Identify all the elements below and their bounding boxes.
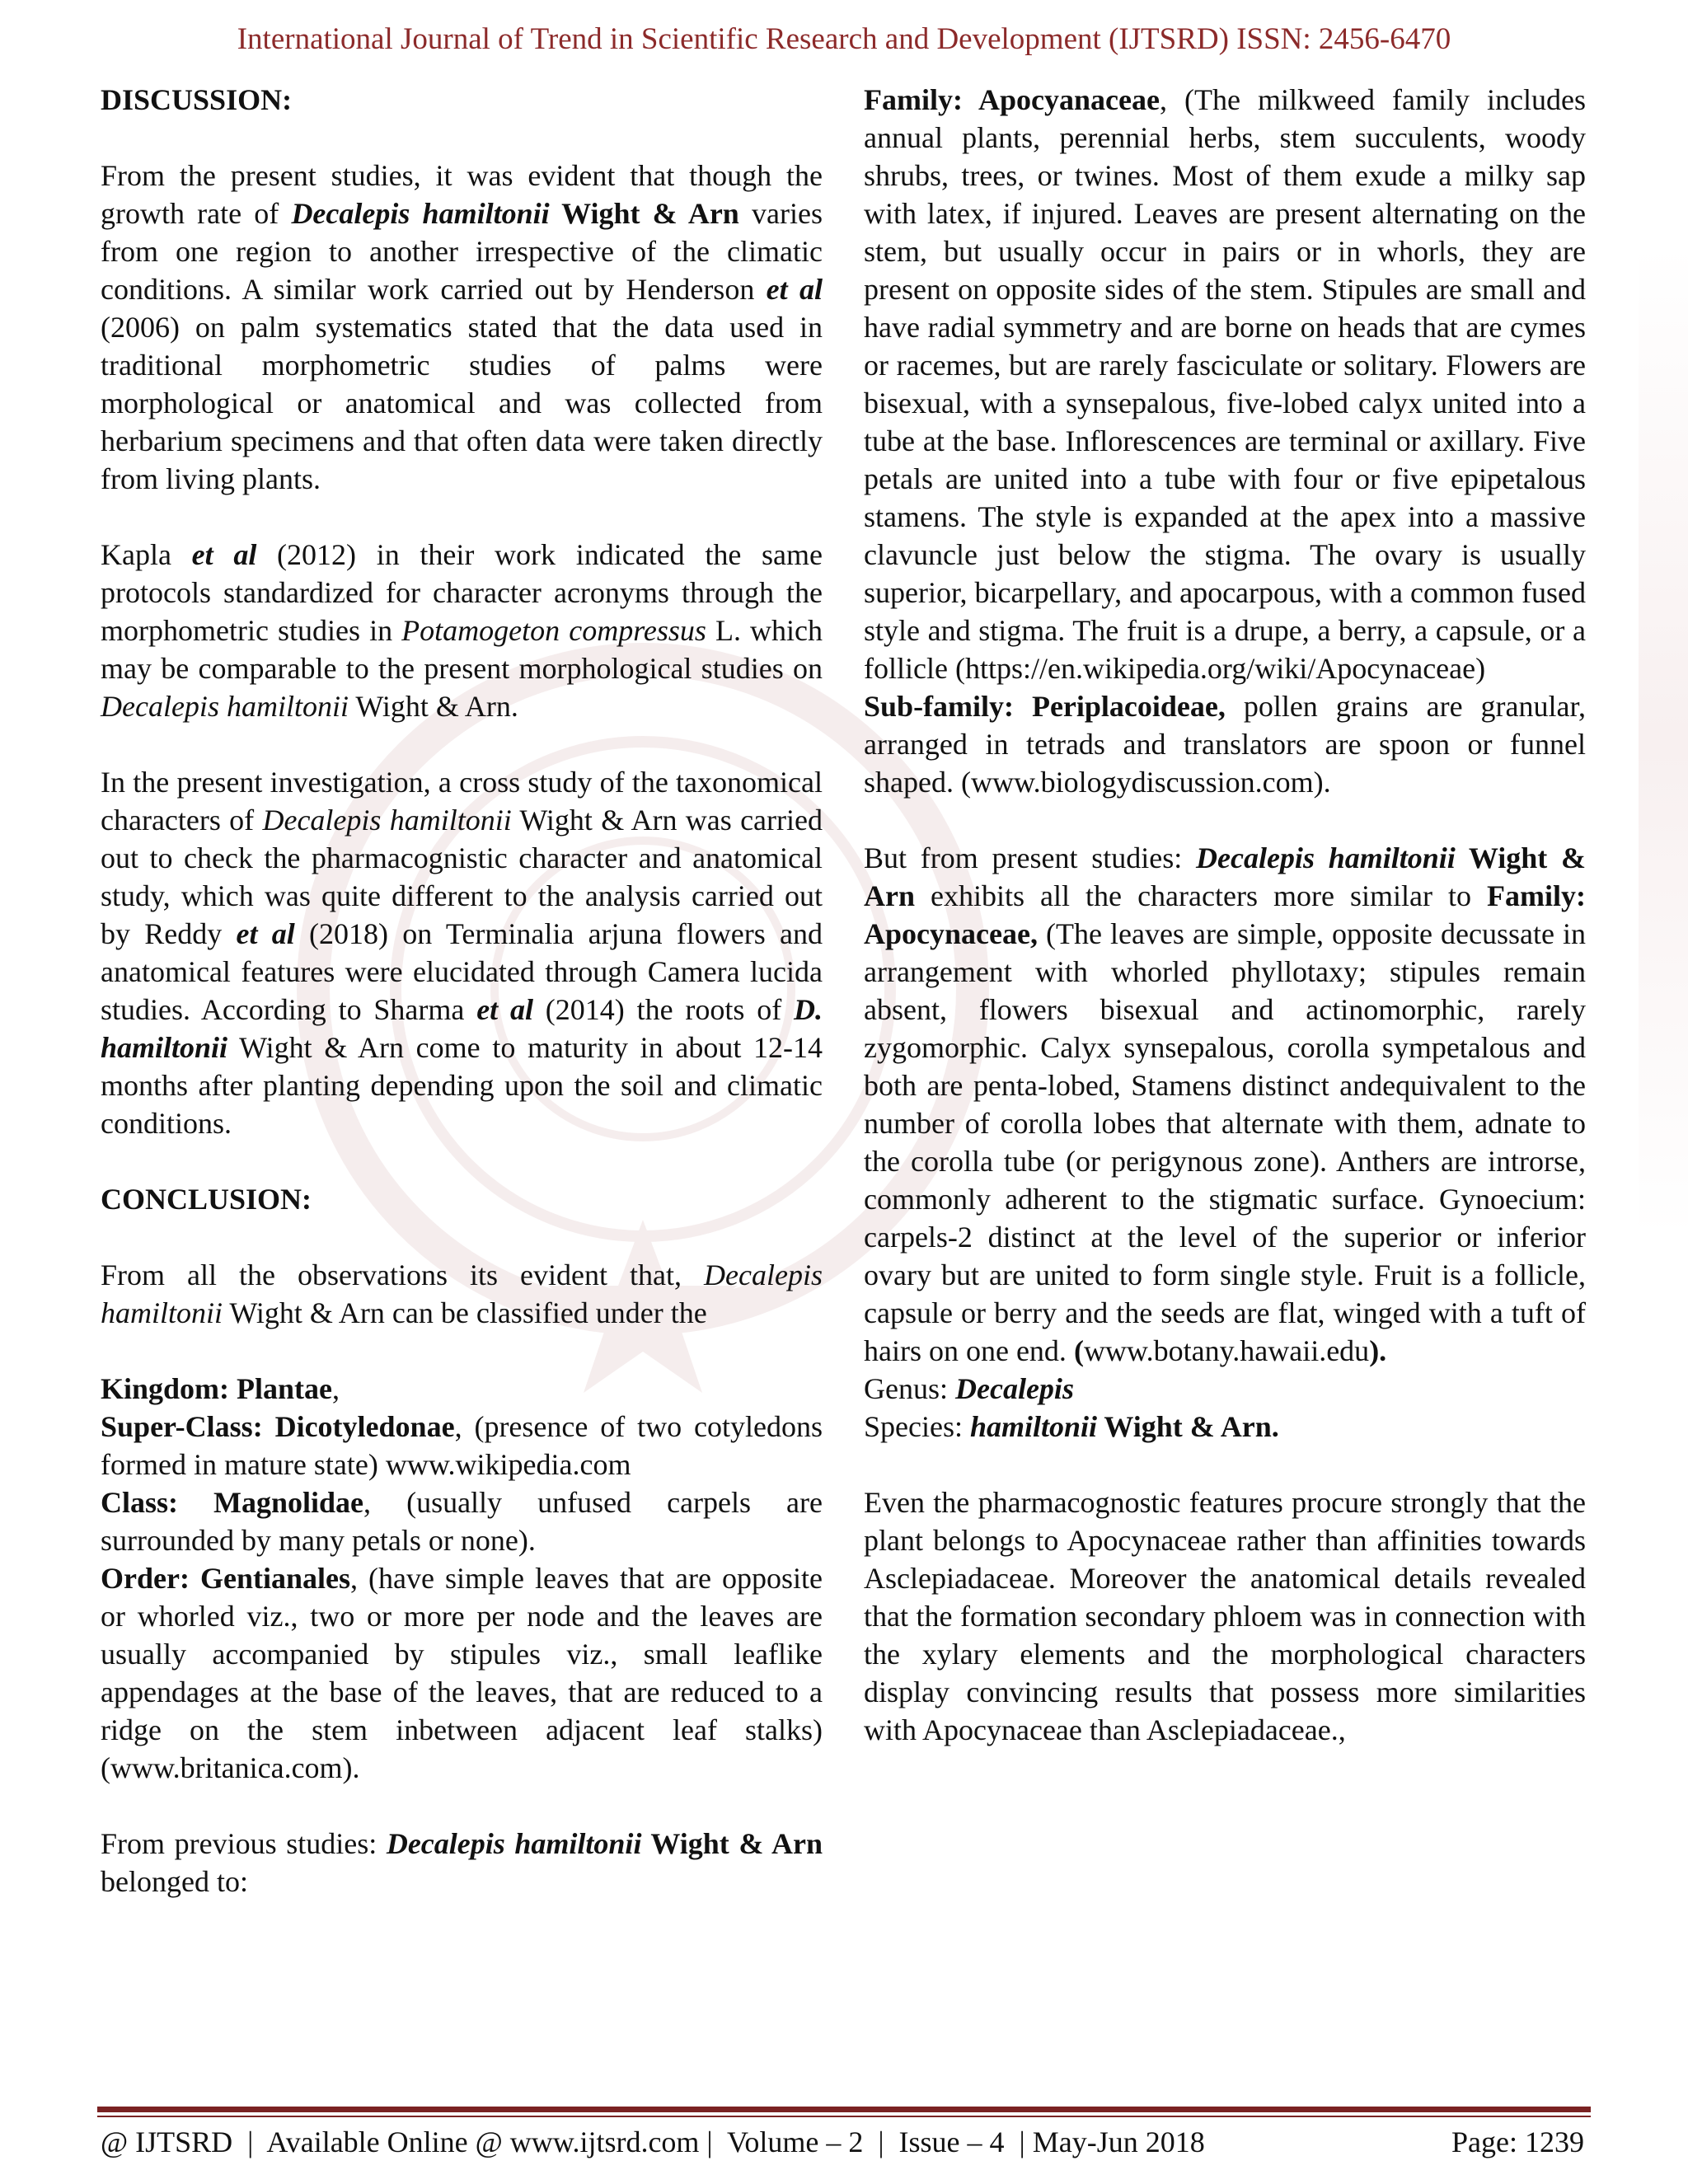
classification-super-class bbox=[101, 1408, 823, 1483]
text-run: Wight & Arn bbox=[549, 197, 739, 230]
left-column bbox=[101, 81, 823, 1900]
text-run: et al bbox=[236, 917, 295, 950]
text-run: (2018) on Terminalia arjuna flowers and anatomical features were elucidated through Camera lucida studies. According to Sharma bbox=[101, 917, 823, 1026]
text-run: Genus: bbox=[864, 1372, 955, 1405]
text-run: From the present studies, it was evident that though the growth rate of bbox=[101, 159, 823, 230]
text-run: Even the pharmacognostic features procure strongly that the plant belongs to Apocynaceae rather than affinities towards Asclepiadaceae. Moreover the anatomical details revealed that the formation secondary phloem was in connection with the xylary elements and the morphological characters display convincing results that possess more similarities with Apocynaceae than Asclepiadaceae., bbox=[864, 1486, 1586, 1746]
text-run: varies from one region to another irrespective of the climatic conditions. A similar work carried out by Henderson bbox=[101, 197, 823, 306]
text-run: et al bbox=[191, 538, 257, 571]
text-run: From previous studies: bbox=[101, 1827, 387, 1860]
footer-info: @ IJTSRD | Available Online @ www.ijtsrd.com | Volume – 2 | Issue – 4 | May-Jun 2018 bbox=[101, 2125, 1205, 2158]
text-run: www.botany.hawaii.edu bbox=[1083, 1334, 1370, 1367]
page-number: Page: 1239 bbox=[1451, 2125, 1584, 2158]
text-run: Family: Apocynaceae, bbox=[864, 879, 1586, 950]
text-run: et al bbox=[476, 993, 533, 1026]
classification-class bbox=[101, 1483, 823, 1559]
text-run: Decalepis hamiltonii bbox=[291, 197, 550, 230]
text-run: et al bbox=[766, 273, 823, 306]
right-edge-watermark bbox=[1639, 247, 1688, 1236]
footer-rule-thin bbox=[97, 2116, 1591, 2117]
text-run: Decalepis hamiltonii bbox=[262, 804, 512, 837]
journal-header: International Journal of Trend in Scientific Research and Development (IJTSRD) ISSN: 2456-6470 bbox=[237, 22, 1451, 56]
text-run: ). bbox=[1369, 1334, 1387, 1367]
paragraph bbox=[101, 763, 823, 1142]
classification-kingdom bbox=[101, 1370, 823, 1408]
text-run: (2012) in their work indicated the same protocols standardized for character acronyms through the morphometric studies in bbox=[101, 538, 823, 647]
text-run: Wight & Arn bbox=[641, 1827, 823, 1860]
text-run: Wight & Arn. bbox=[1097, 1410, 1279, 1443]
text-run: Wight & Arn was carried out to check the pharmacognistic character and anatomical study, which was quite different to the analysis carried out by Reddy bbox=[101, 804, 823, 950]
paragraph bbox=[101, 1256, 823, 1332]
text-run: Decalepis hamiltonii bbox=[1196, 841, 1456, 874]
text-run: L. which may be comparable to the present morphological studies on bbox=[101, 614, 823, 685]
text-run: (2014) the roots of bbox=[532, 993, 794, 1026]
text-run: In the present investigation, a cross study of the taxonomical characters of bbox=[101, 766, 823, 837]
text-run: , (The milkweed family includes annual plants, perennial herbs, stem succulents, woody shrubs, trees, or twines. Most of them exude a milky sap with latex, if injured. Leaves are present alternating on the stem, but usually occur in pairs or in whorls, they are present on opposite sides of the stem. Stipules are small and have radial symmetry and are borne on heads that are cymes or racemes, but are rarely fasciculate or solitary. Flowers are bisexual, with a synsepalous, five-lobed calyx united into a tube at the base. Inflorescences are terminal or axillary. Five petals are united into a tube with four or five epipetalous stamens. The style is expanded at the apex into a massive clavuncle just below the stigma. The ovary is usually superior, bicarpellary, and apocarpous, with a common fused style and stigma. The fruit is a drupe, a berry, a capsule, or a follicle (https://en.wikipedia.org/wiki/Apocynaceae) bbox=[864, 83, 1586, 685]
text-run: Decalepis bbox=[955, 1372, 1074, 1405]
classification-order bbox=[101, 1559, 823, 1787]
text-run: exhibits all the characters more similar to bbox=[915, 879, 1488, 912]
text-run: Decalepis hamiltonii bbox=[386, 1827, 642, 1860]
paragraph bbox=[101, 536, 823, 725]
text-run: Class: Magnolidae bbox=[101, 1486, 364, 1519]
text-run: Potamogeton compressus bbox=[401, 614, 706, 647]
page-footer bbox=[101, 2125, 1584, 2159]
text-run: ( bbox=[1073, 1334, 1084, 1367]
text-run: , bbox=[332, 1372, 340, 1405]
text-run: D. hamiltonii bbox=[101, 993, 823, 1064]
text-run: , (usually unfused carpels are surrounded by many petals or none). bbox=[101, 1486, 823, 1557]
text-run: Order: Gentianales bbox=[101, 1562, 350, 1595]
text-run: Decalepis hamiltonii bbox=[101, 690, 349, 723]
right-column bbox=[864, 81, 1586, 1749]
classification-family bbox=[864, 81, 1586, 687]
text-run: Decalepis hamiltonii bbox=[101, 1258, 823, 1329]
paragraph bbox=[101, 157, 823, 498]
classification-species bbox=[864, 1408, 1586, 1446]
text-run: Kingdom: Plantae bbox=[101, 1372, 333, 1405]
text-run: Sub-family: Periplacoideae, bbox=[864, 690, 1226, 723]
discussion-heading: DISCUSSION: bbox=[101, 83, 293, 116]
classification-genus bbox=[864, 1370, 1586, 1408]
text-run: pollen grains are granular, arranged in tetrads and translators are spoon or funnel shaped. (www.biologydiscussion.com). bbox=[864, 690, 1587, 799]
text-run: belonged to: bbox=[101, 1865, 248, 1898]
text-run: Species: bbox=[864, 1410, 970, 1443]
paragraph bbox=[101, 1825, 823, 1900]
text-run: Wight & Arn can be classified under the bbox=[223, 1296, 707, 1329]
text-run: Wight & Arn bbox=[864, 841, 1586, 912]
text-run: (2006) on palm systematics stated that the data used in traditional morphometric studies of palms were morphological or anatomical and was collected from herbarium specimens and that often data were taken directly from living plants. bbox=[101, 311, 823, 495]
text-run: Super-Class: Dicotyledonae bbox=[101, 1410, 455, 1443]
text-run: But from present studies: bbox=[864, 841, 1196, 874]
text-run: Family: Apocyanaceae bbox=[864, 83, 1160, 116]
text-run: (The leaves are simple, opposite decussate in arrangement with whorled phyllotaxy; stipules remain absent, flowers bisexual and actinomorphic, rarely zygomorphic. Calyx synsepalous, corolla sympetalous and both are penta-lobed, Stamens distinct andequivalent to the number of corolla lobes that alternate with them, adnate to the corolla tube (or perigynous zone). Anthers are introrse, commonly adherent to the stigmatic surface. Gynoecium: carpels-2 distinct at the level of the superior or inferior ovary but are united to form single style. Fruit is a follicle, capsule or berry and the seeds are flat, winged with a tuft of hairs on one end. bbox=[864, 917, 1586, 1367]
paragraph bbox=[864, 1483, 1586, 1749]
text-run: From all the observations its evident that, bbox=[101, 1258, 705, 1291]
footer-rule bbox=[97, 2107, 1591, 2112]
text-run: hamiltonii bbox=[969, 1410, 1098, 1443]
paragraph bbox=[864, 839, 1586, 1370]
classification-sub-family bbox=[864, 687, 1586, 801]
text-run: , (have simple leaves that are opposite or whorled viz., two or more per node and the leaves are usually accompanied by stipules viz., small leaflike appendages at the base of the leaves, that are reduced to a ridge on the stem inbetween adjacent leaf stalks) (www.britanica.com). bbox=[101, 1562, 823, 1784]
conclusion-heading: CONCLUSION: bbox=[101, 1183, 312, 1216]
text-run: Kapla bbox=[101, 538, 192, 571]
text-run: Wight & Arn come to maturity in about 12-14 months after planting depending upon the soil and climatic conditions. bbox=[101, 1031, 823, 1140]
text-run: Wight & Arn. bbox=[348, 690, 518, 723]
text-run: , (presence of two cotyledons formed in mature state) www.wikipedia.com bbox=[101, 1410, 823, 1481]
